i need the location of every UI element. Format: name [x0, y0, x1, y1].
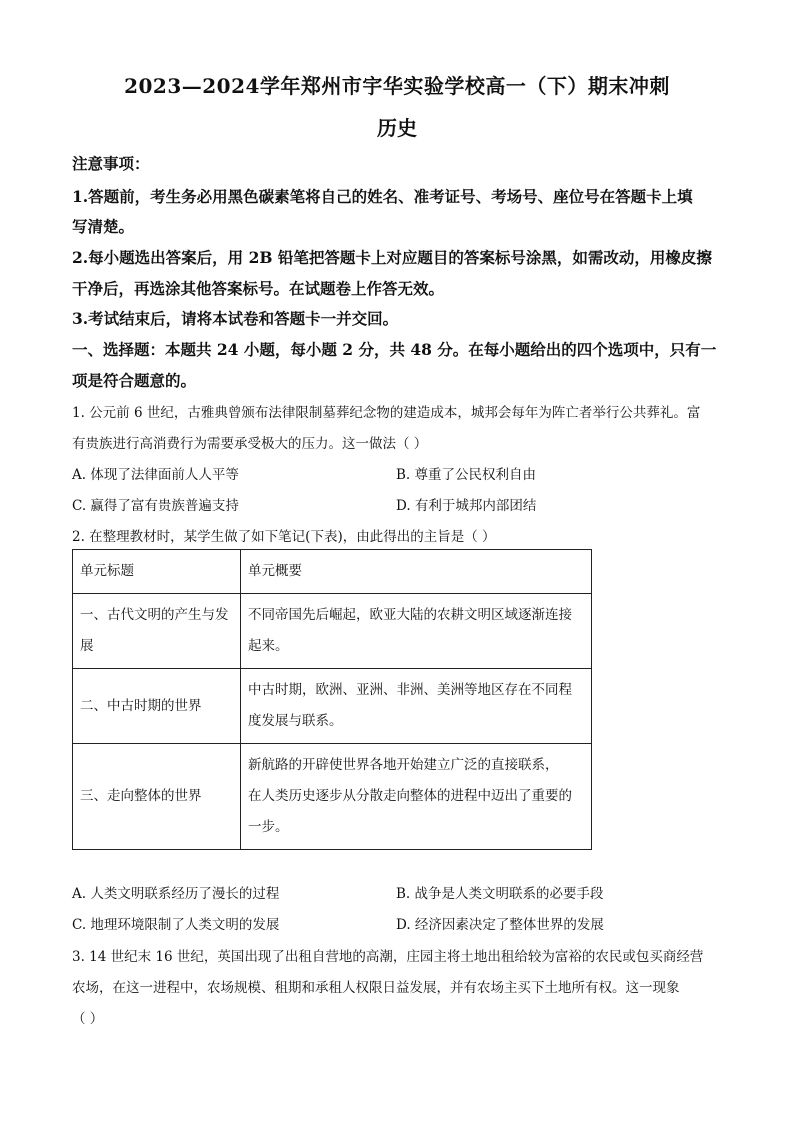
q1-stem-line-2: 有贵族进行高消费行为需要承受极大的压力。这一做法（ ） — [72, 436, 428, 452]
table-header-row — [73, 550, 592, 594]
unit-summary-cell — [241, 669, 592, 744]
instructions-heading: 注意事项： — [72, 154, 150, 173]
unit-summary-cell — [241, 744, 592, 850]
q2-option-c: C. 地理环境限制了人类文明的发展 — [72, 917, 280, 933]
section-1-line-1: 一、选择题：本题共 24 小题，每小题 2 分，共 48 分。在每小题给出的四个选项中，只有一 — [72, 340, 717, 359]
unit-summary-text: 新航路的开辟使世界各地开始建立广泛的直接联系， — [248, 757, 559, 773]
q2-stem: 2. 在整理教材时，某学生做了如下笔记(下表)，由此得出的主旨是（ ） — [72, 529, 496, 545]
unit-title-cell — [73, 669, 241, 744]
instruction-2-line-1: 2.每小题选出答案后，用 2B 铅笔把答题卡上对应题目的答案标号涂黑，如需改动，用橡皮擦 — [72, 248, 712, 267]
q3-stem-line-1: 3. 14 世纪末 16 世纪，英国出现了出租自营地的高潮，庄园主将土地出租给较为富裕的农民或包买商经营 — [72, 949, 704, 965]
q3-stem-line-3: （ ） — [72, 1011, 104, 1027]
unit-summary-text: 度发展与联系。 — [248, 713, 343, 729]
unit-title-text: 二、中古时期的世界 — [80, 697, 202, 714]
table-header-cell: 单元概要 — [241, 550, 592, 594]
instruction-2-line-2: 干净后，再选涂其他答案标号。在试题卷上作答无效。 — [72, 279, 445, 298]
q1-option-a: A. 体现了法律面前人人平等 — [72, 467, 239, 483]
q2-notes-table — [72, 549, 592, 850]
instruction-1-line-2: 写清楚。 — [72, 217, 135, 236]
unit-summary-text: 在人类历史逐步从分散走向整体的进程中迈出了重要的 — [248, 788, 572, 804]
exam-title: 2023—2024学年郑州市宇华实验学校高一（下）期末冲刺 — [124, 74, 670, 98]
unit-summary-text: 不同帝国先后崛起，欧亚大陆的农耕文明区域逐渐连接 — [248, 607, 572, 623]
table-row — [73, 669, 592, 744]
unit-summary-text: 中古时期，欧洲、亚洲、非洲、美洲等地区存在不同程 — [248, 682, 572, 698]
q2-option-a: A. 人类文明联系经历了漫长的过程 — [72, 886, 280, 902]
table-row — [73, 744, 592, 850]
q1-option-c: C. 赢得了富有贵族普遍支持 — [72, 498, 239, 514]
unit-summary-cell — [241, 594, 592, 669]
q2-option-d: D. 经济因素决定了整体世界的发展 — [396, 917, 604, 933]
q1-stem-line-1: 1. 公元前 6 世纪，古雅典曾颁布法律限制墓葬纪念物的建造成本，城邦会每年为阵亡者举行公共葬礼。富 — [72, 405, 701, 421]
unit-title-text: 三、走向整体的世界 — [80, 788, 202, 804]
instruction-3: 3.考试结束后，请将本试卷和答题卡一并交回。 — [72, 309, 399, 328]
unit-title-text: 一、古代文明的产生与发 — [80, 607, 229, 623]
q2-option-b: B. 战争是人类文明联系的必要手段 — [396, 886, 604, 902]
q1-option-d: D. 有利于城邦内部团结 — [396, 498, 537, 514]
section-1-line-2: 项是符合题意的。 — [72, 371, 197, 390]
q1-option-b: B. 尊重了公民权利自由 — [396, 467, 537, 483]
unit-title-cell — [73, 594, 241, 669]
unit-summary-text: 一步。 — [248, 819, 289, 835]
subject-title: 历史 — [377, 116, 417, 140]
unit-title-text: 展 — [80, 638, 94, 654]
instruction-1-line-1: 1.答题前，考生务必用黑色碳素笔将自己的姓名、准考证号、考场号、座位号在答题卡上填 — [72, 187, 693, 206]
unit-title-cell — [73, 744, 241, 850]
unit-summary-text: 起来。 — [248, 638, 289, 654]
q3-stem-line-2: 农场，在这一进程中，农场规模、租期和承租人权限日益发展，并有农场主买下土地所有权。这一现象 — [72, 980, 680, 996]
table-header-cell: 单元标题 — [73, 550, 241, 594]
table-row — [73, 594, 592, 669]
